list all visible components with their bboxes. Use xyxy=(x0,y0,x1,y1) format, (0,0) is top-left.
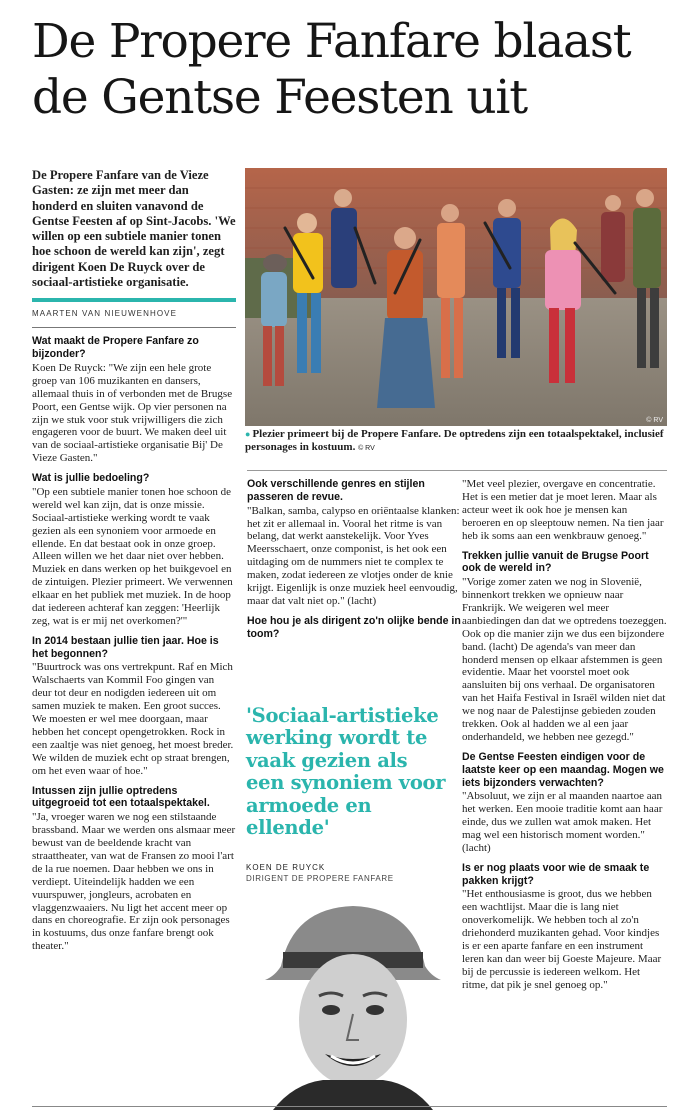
answer: "Balkan, samba, calypso en oriëntaalse klanken: het zit er allemaal in. Vooral het ritme is van belang, dat werkt aanstekelijk. Voor Yves Meersschaert, onze componist, is het ook een uitdaging om de nummers niet te complex te maken, zodat iedereen ze vlotjes onder de knie krijgt. Eigenlijk is onze muziek heel eenvoudig, maar dat valt niet op." (lacht) xyxy=(247,504,460,607)
qa-block xyxy=(32,635,236,778)
qa-block xyxy=(462,478,667,543)
question: Wat is jullie bedoeling? xyxy=(32,472,150,485)
article-column-1 xyxy=(32,168,236,953)
caption-bullet-icon: ● xyxy=(245,429,251,439)
answer: "Buurtrock was ons vertrekpunt. Raf en Mich Walschaerts van Kommil Foo gingen van deur tot deur en nodigden iedereen uit om samen muziek te maken. Een groot succes. We moesten er wel mee doorgaan, maar hebben het concept opengetrokken. Rock in een zaaltje was niet genoeg, het moest breder. We wilden de muziek echt op straat brengen, om het even waar of hoe." xyxy=(32,661,234,777)
pull-quote: 'Sociaal-artistieke werking wordt te vaak gezien als een synoniem voor armoede en ellende' xyxy=(246,704,446,840)
qa-block xyxy=(32,335,236,465)
qa-block xyxy=(247,615,465,641)
article-column-2 xyxy=(247,470,465,640)
question: Ook verschillende genres en stijlen passeren de revue. xyxy=(247,478,425,503)
answer: "Op een subtiele manier tonen hoe schoon de wereld wel kan zijn, dat is onze missie. Sociaal-artistieke werking wordt te vaak gezien als een synoniem voor armoede en ellende. En dat bestaat ook in onze groep. Alleen willen we het daar niet over hebben. Muziek en dans werken op het buikgevoel en de zintuigen. Plezier primeert. We verwennen elkaar en het publiek met muziek. In de hoop dat iedereen achteraf kan zeggen: 'Heerlijk zeg, wat is er mij net overkomen?'" xyxy=(32,485,233,627)
fanfare-parade-illustration xyxy=(245,168,667,426)
article-headline: De Propere Fanfare blaast de Gentse Feesten uit xyxy=(32,14,631,125)
fanfare-photo xyxy=(245,168,667,426)
answer: "Met veel plezier, overgave en concentratie. Het is een metier dat je moet leren. Maar als acteur weet ik ook hoe je mensen kan beroeren en op sleeptouw nemen. Na tien jaar heb ik soms aan een wenkbrauw genoeg." xyxy=(462,478,664,542)
qa-block xyxy=(462,550,667,744)
article-lede: De Propere Fanfare van de Vieze Gasten: ze zijn met meer dan honderd en sluiten vanavond de Gentse Feesten af op Sint-Jacobs. 'We willen op een subtiele manier tonen hoe schoon de wereld kan zijn', zegt dirigent Koen De Ruyck over de sociaal-artistieke organisatie. xyxy=(32,168,236,290)
answer: "Vorige zomer zaten we nog in Slovenië, binnenkort trekken we opnieuw naar Frankrijk. We weigeren wel meer aanbiedingen dan dat we optredens toezeggen. Ook op die manier zijn we dus een bijzondere band. (lacht) De agenda's van meer dan honderd mensen op elkaar afstemmen is geen evidentie. Maar het voorstel moet ook aansluiten bij ons verhaal. De organisatoren van het Haifa Festival in Israël wilden niet dat we nog naar de Palestijnse gebieden zouden trekken. Ook al hadden we al een jaar onderhandeld, we hebben nee gezegd." xyxy=(462,576,667,743)
column-rule xyxy=(247,470,465,471)
page-bottom-rule xyxy=(32,1106,667,1107)
caption-credit: © RV xyxy=(358,445,375,453)
article-column-3 xyxy=(462,470,667,992)
photo-credit: © RV xyxy=(646,417,663,424)
question: Trekken jullie vanuit de Brugse Poort ook de wereld in? xyxy=(462,549,649,575)
question: Is er nog plaats voor wie de smaak te pakken krijgt? xyxy=(462,861,650,887)
qa-block xyxy=(32,472,236,628)
qa-block xyxy=(462,862,667,992)
answer: "Het enthousiasme is groot, dus we hebben een wachtlijst. Maar die is lang niet onoverkomelijk. We hebben toch al zo'n driehonderd muzikanten gehad. Voor kindjes is er een aparte fanfare en een instrument leren kan dan weer bij Goeste Majeure. Maar bij de percussie is iedereen welkom. Het ritme, dat pik je snel genoeg op." xyxy=(462,888,662,991)
qa-block xyxy=(462,751,667,855)
qa-block xyxy=(247,478,465,608)
answer: "Absoluut, we zijn er al maanden naartoe aan het werken. Een mooie traditie komt aan haar einde, dus we zullen wat amok maken. Het mag wel een historisch moment worden." (lacht) xyxy=(462,790,663,854)
photo-caption xyxy=(245,428,667,455)
pull-quote-name: KOEN DE RUYCK xyxy=(246,863,326,872)
question: In 2014 bestaan jullie tien jaar. Hoe is het begonnen? xyxy=(32,634,219,660)
question: Wat maakt de Propere Fanfare zo bijzonder? xyxy=(32,335,199,361)
qa-block xyxy=(32,785,236,954)
article-byline: MAARTEN VAN NIEUWENHOVE xyxy=(32,308,236,328)
byline-accent-rule xyxy=(32,298,236,302)
answer: "Ja, vroeger waren we nog een stilstaande brassband. Maar we werden ons alsmaar meer bewust van de beeldende kracht van straattheater, van wat de Fransen zo mooi l'art de la rue noemen. Daar hebben we ons in verdiept. Uiteindelijk hadden we een vuurspuwer, jongleurs, acrobaten en vlaggenzwaaiers. Nu ligt het accent meer op dans en choreografie. Er zijn ook personages in kostuums, dus onze fanfare brengt ook theater." xyxy=(32,811,236,953)
answer: Koen De Ruyck: "We zijn een hele grote groep van 106 muzikanten en dansers, allemaal thuis in of verbonden met de Brugse Poort, een Gentse wijk. Op vier personen na zijn we stuk voor stuk vrijwilligers die zich engageren voor de buurt. We maken deel uit van de sociaal-artistieke organisatie Bij' De Vieze Gasten." xyxy=(32,361,233,465)
question: Intussen zijn jullie optredens uitgegroeid tot een totaalspektakel. xyxy=(32,784,210,810)
caption-text: Plezier primeert bij de Propere Fanfare. De optredens zijn een totaalspektakel, inclusief personages in kostuum. xyxy=(245,428,664,454)
pull-quote-role: DIRIGENT DE PROPERE FANFARE xyxy=(246,874,394,883)
portrait-photo xyxy=(253,888,453,1110)
question: De Gentse Feesten eindigen voor de laatste keer op een maandag. Mogen we iets bijzonders verwachten? xyxy=(462,750,664,789)
question: Hoe hou je als dirigent zo'n olijke bende in toom? xyxy=(247,614,461,640)
column-rule xyxy=(462,470,667,471)
